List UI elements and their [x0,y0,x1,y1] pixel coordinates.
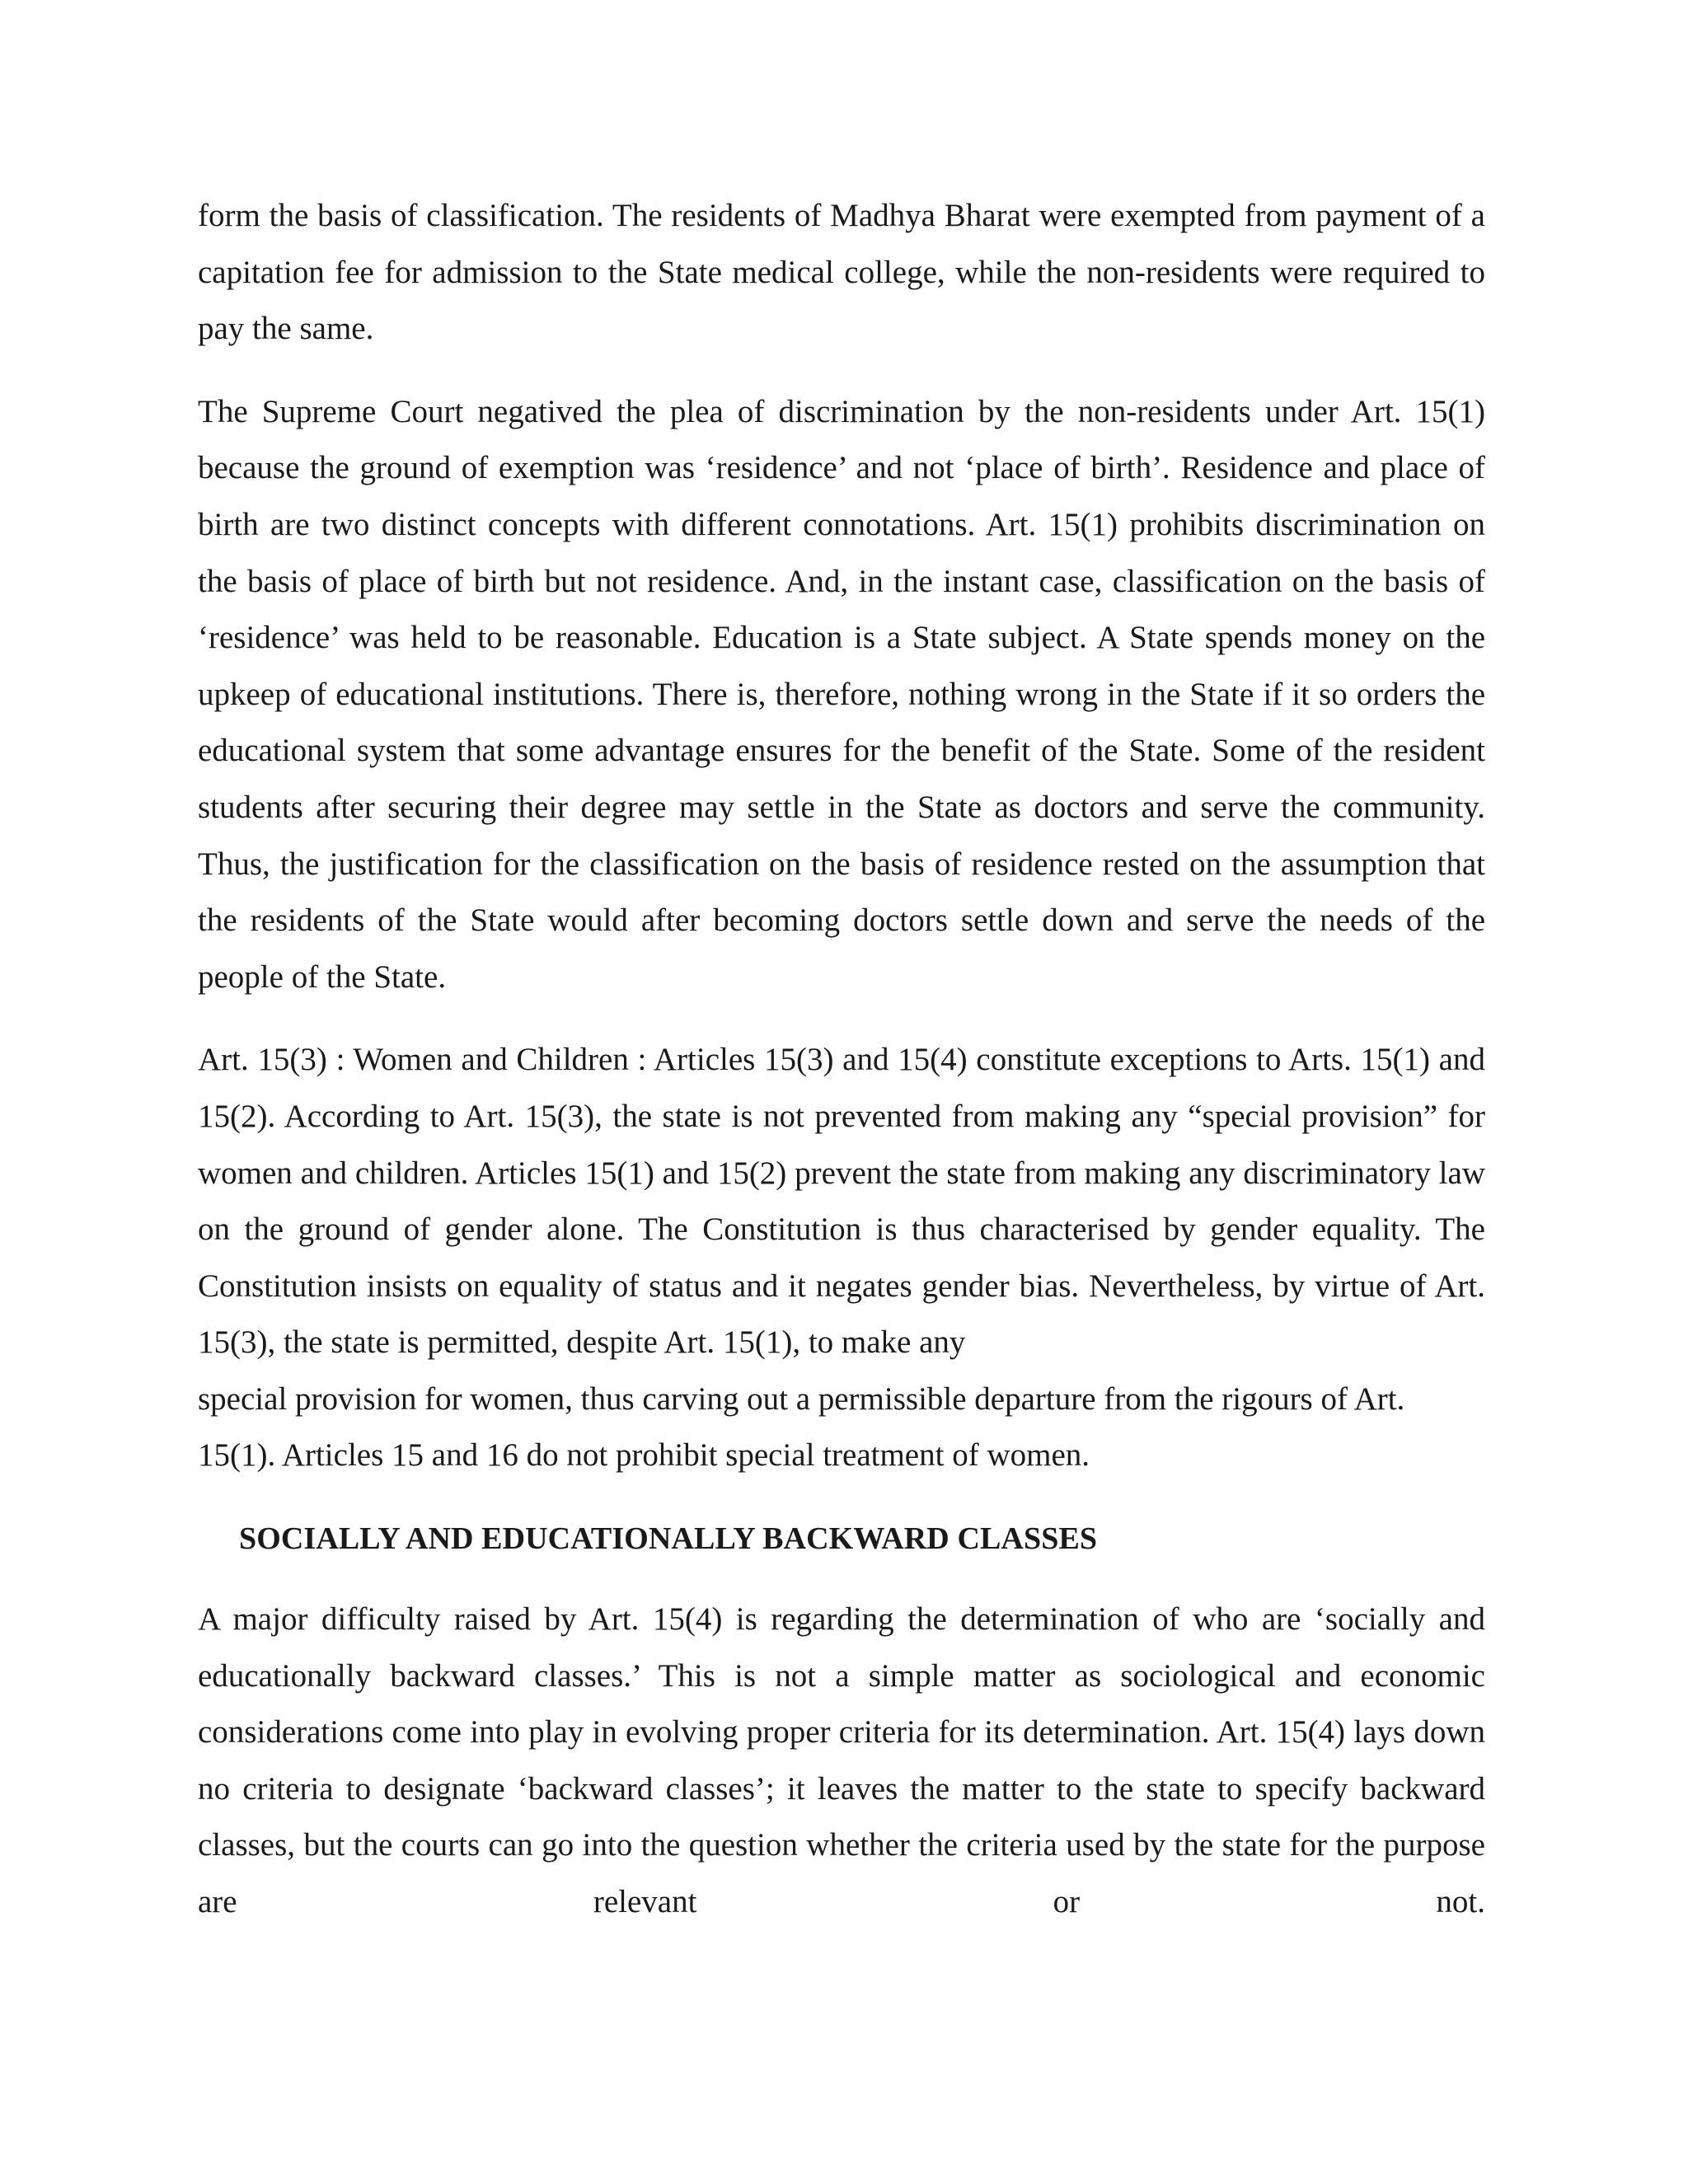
paragraph-2: The Supreme Court negatived the plea of discrimination by the non-residents under Art. 15(1) because the ground of exemption was ‘residence’ and not ‘place of birth’. Residence and place of birth are two distinct concepts with different connotations. Art. 15(1) prohibits discrimination on the basis of place of birth but not residence. And, in the instant case, classification on the basis of ‘residence’ was held to be reasonable. Education is a State subject. A State spends money on the upkeep of educational institutions. There is, therefore, nothing wrong in the State if it so orders the educational system that some advantage ensures for the benefit of the State. Some of the resident students after securing their degree may settle in the State as doctors and serve the community. Thus, the justification for the classification on the basis of residence rested on the assumption that the residents of the State would after becoming doctors settle down and serve the needs of the people of the State. [198,393,1485,995]
paragraph-4: A major difficulty raised by Art. 15(4) is regarding the determination of who are ‘socially and educationally backward classes.’ This is not a simple matter as sociological and economic considerations come into play in evolving proper criteria for its determination. Art. 15(4) lays down no criteria to designate ‘backward classes’; it leaves the matter to the state to specify backward classes, but the courts can go into the question whether the criteria used by the state for the purpose are relevant or not. [198,1601,1485,1920]
section-heading: SOCIALLY AND EDUCATIONALLY BACKWARD CLASSES [239,1521,1098,1557]
paragraph-3-body: Art. 15(3) : Women and Children : Articles 15(3) and 15(4) constitute exceptions to Arts. 15(1) and 15(2). According to Art. 15(3), the state is not prevented from making any “special provision” for women and children. Articles 15(1) and 15(2) prevent the state from making any discriminatory law on the ground of gender alone. The Constitution is thus characterised by gender equality. The Constitution insists on equality of status and it negates gender bias. Nevertheless, by virtue of Art. 15(3), the state is permitted, despite Art. 15(1), to make any [198,1042,1485,1361]
document-page [198,188,1485,1957]
paragraph-1: form the basis of classification. The residents of Madhya Bharat were exempted from payment of a capitation fee for admission to the State medical college, while the non-residents were required to pay the same. [198,198,1485,347]
paragraph-3-line-b: 15(1). Articles 15 and 16 do not prohibit special treatment of women. [198,1437,1090,1474]
paragraph-3 [198,1032,1485,1484]
paragraph-3-line-a: special provision for women, thus carving out a permissible departure from the rigours of Art. [198,1380,1405,1417]
